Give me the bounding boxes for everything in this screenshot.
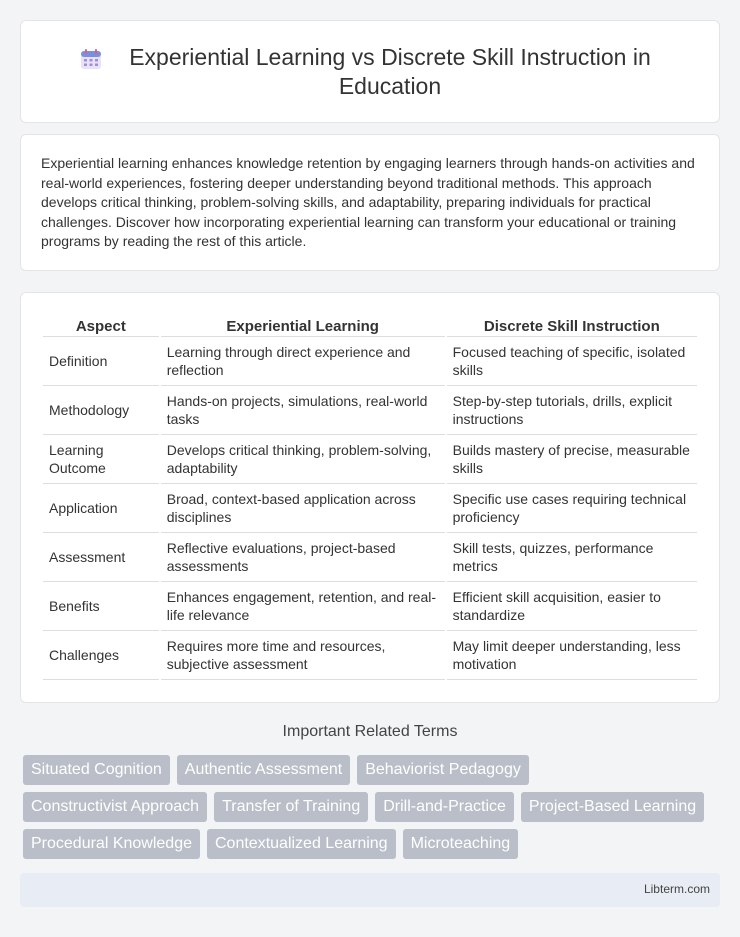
tag-drill-and-practice[interactable]: Drill-and-Practice: [375, 792, 514, 822]
aspect-cell: Assessment: [43, 533, 159, 582]
intro-paragraph: Experiential learning enhances knowledge retention by engaging learners through hands-on activities and real-world experiences, fostering deeper understanding beyond traditional methods. This approach develops critical thinking, problem-solving skills, and adaptability, preparing individuals for practical challenges. Discover how incorporating experiential learning can transform your educational or training programs by reading the rest of this article.: [41, 155, 695, 249]
aspect-cell: Learning Outcome: [43, 435, 159, 484]
table-row: [43, 484, 697, 533]
page-title: Experiential Learning vs Discrete Skill Instruction in Education: [129, 44, 651, 99]
tag-project-based-learning[interactable]: Project-Based Learning: [521, 792, 704, 822]
footer: [20, 873, 720, 907]
discrete-cell: Focused teaching of specific, isolated skills: [447, 337, 697, 386]
aspect-cell: Benefits: [43, 582, 159, 631]
experiential-cell: Broad, context-based application across disciplines: [161, 484, 445, 533]
tag-transfer-of-training[interactable]: Transfer of Training: [214, 792, 368, 822]
related-terms-heading: Important Related Terms: [282, 723, 458, 740]
footer-site-link[interactable]: Libterm.com: [643, 882, 710, 896]
table-row: [43, 337, 697, 386]
discrete-cell: Skill tests, quizzes, performance metrics: [447, 533, 697, 582]
tag-row: [23, 792, 723, 822]
column-header: Discrete Skill Instruction: [447, 315, 697, 337]
tag-microteaching[interactable]: Microteaching: [403, 829, 519, 859]
discrete-cell: Specific use cases requiring technical proficiency: [447, 484, 697, 533]
experiential-cell: Requires more time and resources, subjective assessment: [161, 631, 445, 680]
aspect-cell: Definition: [43, 337, 159, 386]
tag-procedural-knowledge[interactable]: Procedural Knowledge: [23, 829, 200, 859]
tag-row: [23, 829, 723, 859]
table-header-row: [43, 315, 697, 337]
tag-behaviorist-pedagogy[interactable]: Behaviorist Pedagogy: [357, 755, 529, 785]
tag-authentic-assessment[interactable]: Authentic Assessment: [177, 755, 350, 785]
table-row: [43, 582, 697, 631]
experiential-cell: Develops critical thinking, problem-solving, adaptability: [161, 435, 445, 484]
discrete-cell: Efficient skill acquisition, easier to standardize: [447, 582, 697, 631]
related-terms: [23, 755, 723, 866]
tag-situated-cognition[interactable]: Situated Cognition: [23, 755, 170, 785]
aspect-cell: Application: [43, 484, 159, 533]
column-header: Aspect: [43, 315, 159, 337]
comparison-table-card: [20, 292, 720, 703]
table-row: [43, 435, 697, 484]
experiential-cell: Hands-on projects, simulations, real-world tasks: [161, 386, 445, 435]
tag-row: [23, 755, 723, 785]
tag-constructivist-approach[interactable]: Constructivist Approach: [23, 792, 207, 822]
column-header: Experiential Learning: [161, 315, 445, 337]
discrete-cell: Builds mastery of precise, measurable skills: [447, 435, 697, 484]
comparison-table: [41, 315, 699, 680]
aspect-cell: Methodology: [43, 386, 159, 435]
experiential-cell: Learning through direct experience and reflection: [161, 337, 445, 386]
experiential-cell: Reflective evaluations, project-based assessments: [161, 533, 445, 582]
tag-contextualized-learning[interactable]: Contextualized Learning: [207, 829, 396, 859]
discrete-cell: Step-by-step tutorials, drills, explicit instructions: [447, 386, 697, 435]
aspect-cell: Challenges: [43, 631, 159, 680]
experiential-cell: Enhances engagement, retention, and real-life relevance: [161, 582, 445, 631]
intro-card: [20, 134, 720, 271]
title-card: [20, 20, 720, 123]
discrete-cell: May limit deeper understanding, less motivation: [447, 631, 697, 680]
table-row: [43, 386, 697, 435]
table-row: [43, 631, 697, 680]
table-row: [43, 533, 697, 582]
